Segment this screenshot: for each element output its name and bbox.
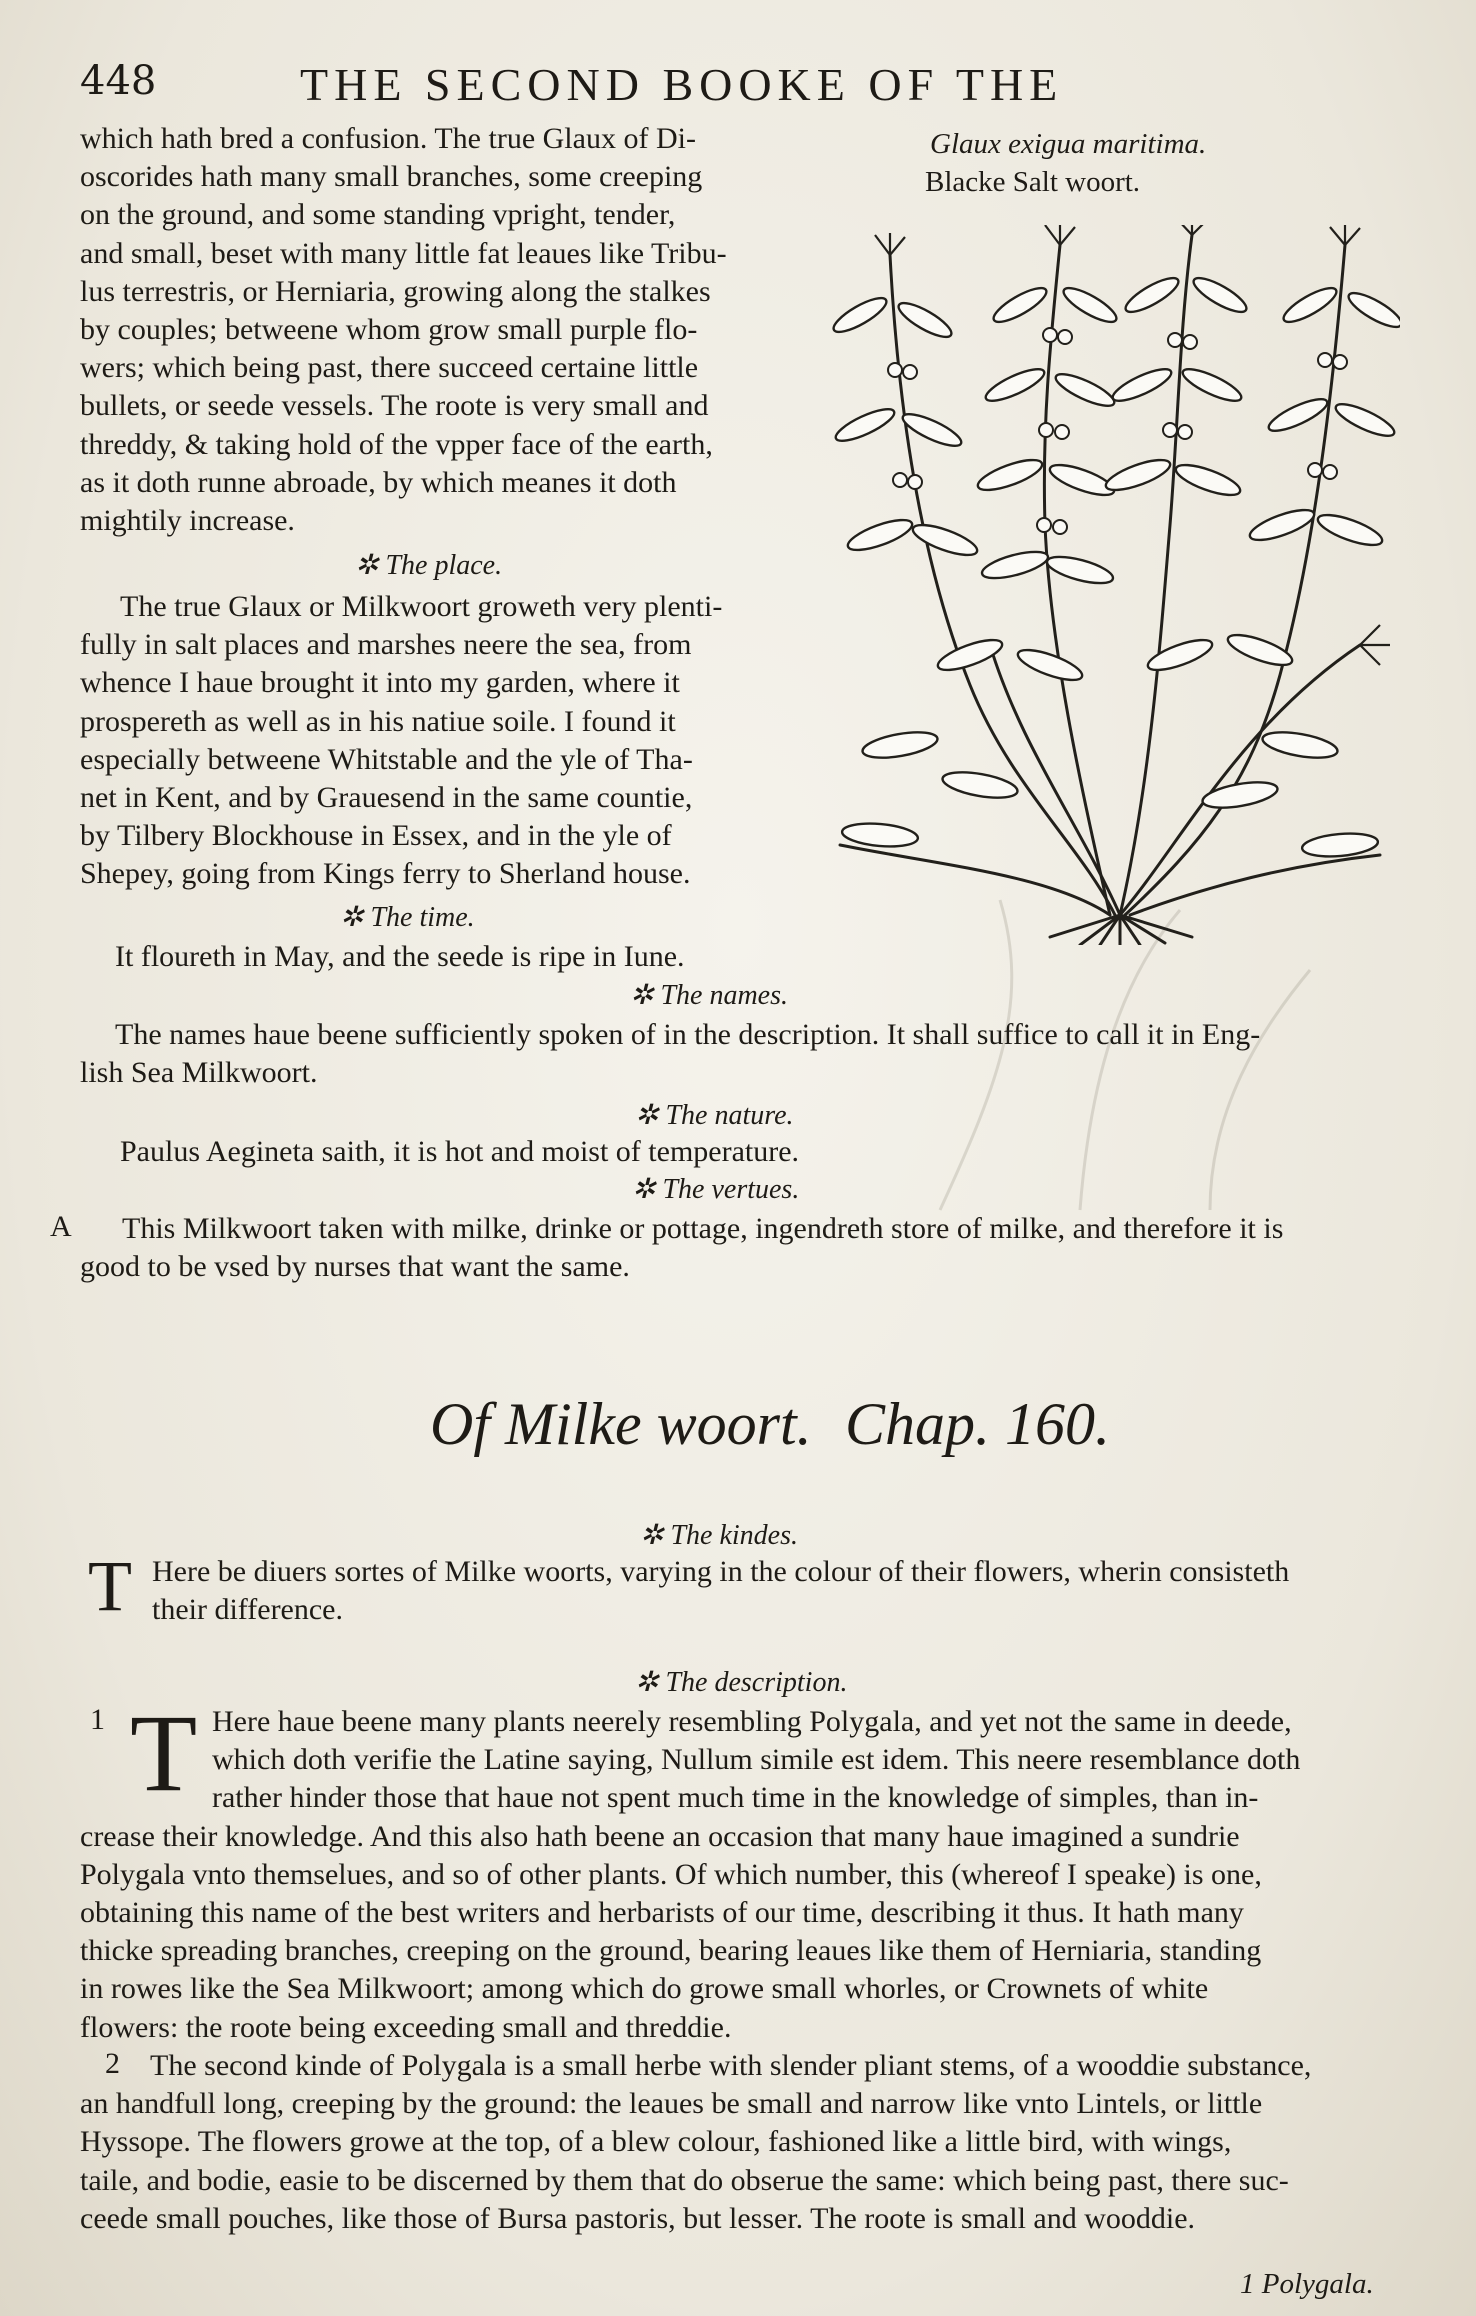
text-line: whence I haue brought it into my garden, where it xyxy=(80,666,680,700)
figure-caption-english: Blacke Salt woort. xyxy=(925,166,1141,198)
text-line: Here be diuers sortes of Milke woorts, varying in the colour of their flowers, wherin consisteth xyxy=(152,1555,1290,1588)
text-line: wers; which being past, there succeed certaine little xyxy=(80,351,699,385)
nature-heading: ✲ The nature. xyxy=(635,1100,794,1131)
description-item-1 xyxy=(80,1703,1410,2047)
text-line: bullets, or seede vessels. The roote is very small and xyxy=(80,389,709,423)
text-line: which doth verifie the Latine saying, Nullum simile est idem. This neere resemblance doth xyxy=(212,1743,1301,1777)
time-paragraph: It floureth in May, and the seede is ripe in Iune. xyxy=(115,940,685,973)
names-heading: ✲ The names. xyxy=(630,980,789,1011)
text-line: by Tilbery Blockhouse in Essex, and in the yle of xyxy=(80,819,672,853)
text-line: net in Kent, and by Grauesend in the same countie, xyxy=(80,781,693,815)
text-line: obtaining this name of the best writers and herbarists of our time, describing it thus. It hath many xyxy=(80,1896,1244,1930)
kindes-heading: ✲ The kindes. xyxy=(640,1520,798,1551)
description-heading: ✲ The description. xyxy=(635,1667,848,1698)
text-line: an handfull long, creeping by the ground: the leaues be small and narrow like vnto Lintels, or little xyxy=(80,2087,1263,2121)
description-item-2 xyxy=(80,2047,1410,2238)
text-line: The names haue beene sufficiently spoken of in the description. It shall suffice to call it in Eng- xyxy=(115,1018,1261,1051)
running-title: THE SECOND BOOKE OF THE xyxy=(300,59,1064,110)
text-line: The true Glaux or Milkwoort groweth very plenti- xyxy=(120,590,723,623)
text-line: taile, and bodie, easie to be discerned by them that do obserue the same: which being past, there suc- xyxy=(80,2163,1289,2197)
figure-caption-latin: Glaux exigua maritima. xyxy=(930,128,1207,160)
text-line: oscorides hath many small branches, some creeping xyxy=(80,160,703,194)
text-line: especially betweene Whitstable and the yle of Tha- xyxy=(80,742,693,776)
plant-woodcut-illustration xyxy=(820,225,1400,945)
item-number-2: 2 xyxy=(105,2047,120,2080)
names-paragraph xyxy=(80,1016,1410,1092)
text-line: mightily increase. xyxy=(80,504,295,538)
text-line: flowers: the roote being exceeding small and threddie. xyxy=(80,2010,732,2044)
text-line: their difference. xyxy=(152,1593,344,1627)
text-line: on the ground, and some standing vpright, tender, xyxy=(80,198,676,232)
text-line: Shepey, going from Kings ferry to Sherland house. xyxy=(80,857,691,891)
margin-marker-A: A xyxy=(50,1210,72,1243)
left-column-text xyxy=(80,120,800,540)
drop-cap-T-large: T xyxy=(130,1692,198,1814)
kindes-paragraph xyxy=(152,1553,1412,1629)
chapter-title: Of Milke woort. xyxy=(430,1391,812,1457)
page-header xyxy=(80,58,1410,118)
text-line: lus terrestris, or Herniaria, growing along the stalkes xyxy=(80,274,711,308)
text-line: good to be vsed by nurses that want the same. xyxy=(80,1250,630,1284)
text-line: and small, beset with many little fat leaues like Tribu- xyxy=(80,236,727,270)
text-line: Hyssope. The flowers growe at the top, of a blew colour, fashioned like a little bird, with wings, xyxy=(80,2125,1232,2159)
vertues-paragraph xyxy=(80,1210,1410,1286)
text-line: lish Sea Milkwoort. xyxy=(80,1056,318,1090)
text-line: Polygala vnto themselues, and so of other plants. Of which number, this (whereof I speake) is one, xyxy=(80,1857,1262,1891)
page-number: 448 xyxy=(80,58,157,104)
text-line: prospereth as well as in his natiue soile. I found it xyxy=(80,704,676,738)
place-heading: ✲ The place. xyxy=(355,550,503,581)
text-line: Here haue beene many plants neerely resembling Polygala, and yet not the same in deede, xyxy=(212,1705,1292,1738)
text-line: crease their knowledge. And this also hath beene an occasion that many haue imagined a sundrie xyxy=(80,1819,1240,1853)
text-line: in rowes like the Sea Milkwoort; among which do growe small whorles, or Crownets of white xyxy=(80,1972,1209,2006)
text-line: ceede small pouches, like those of Bursa pastoris, but lesser. The roote is small and wooddie. xyxy=(80,2201,1196,2235)
text-line: threddy, & taking hold of the vpper face of the earth, xyxy=(80,427,713,461)
catchword: 1 Polygala. xyxy=(1240,2268,1374,2300)
text-line: rather hinder those that haue not spent much time in the knowledge of simples, than in- xyxy=(212,1781,1259,1815)
place-paragraph xyxy=(80,588,820,894)
text-line: thicke spreading branches, creeping on the ground, bearing leaues like them of Herniaria, standing xyxy=(80,1934,1262,1968)
item-number-1: 1 xyxy=(90,1703,105,1736)
vertues-heading: ✲ The vertues. xyxy=(632,1174,800,1205)
text-line: The second kinde of Polygala is a small herbe with slender pliant stems, of a wooddie substance, xyxy=(150,2049,1312,2082)
drop-cap-T: T xyxy=(88,1546,132,1626)
text-line: This Milkwoort taken with milke, drinke or pottage, ingendreth store of milke, and therefore it is xyxy=(122,1212,1284,1245)
nature-paragraph: Paulus Aegineta saith, it is hot and moist of temperature. xyxy=(120,1135,800,1168)
time-heading: ✲ The time. xyxy=(340,902,475,933)
text-line: as it doth runne abroade, by which meanes it doth xyxy=(80,465,677,499)
text-line: which hath bred a confusion. The true Glaux of Di- xyxy=(80,122,696,155)
text-line: by couples; betweene whom grow small purple flo- xyxy=(80,313,698,347)
text-line: fully in salt places and marshes neere the sea, from xyxy=(80,628,692,662)
chapter-number: Chap. 160. xyxy=(845,1391,1111,1457)
